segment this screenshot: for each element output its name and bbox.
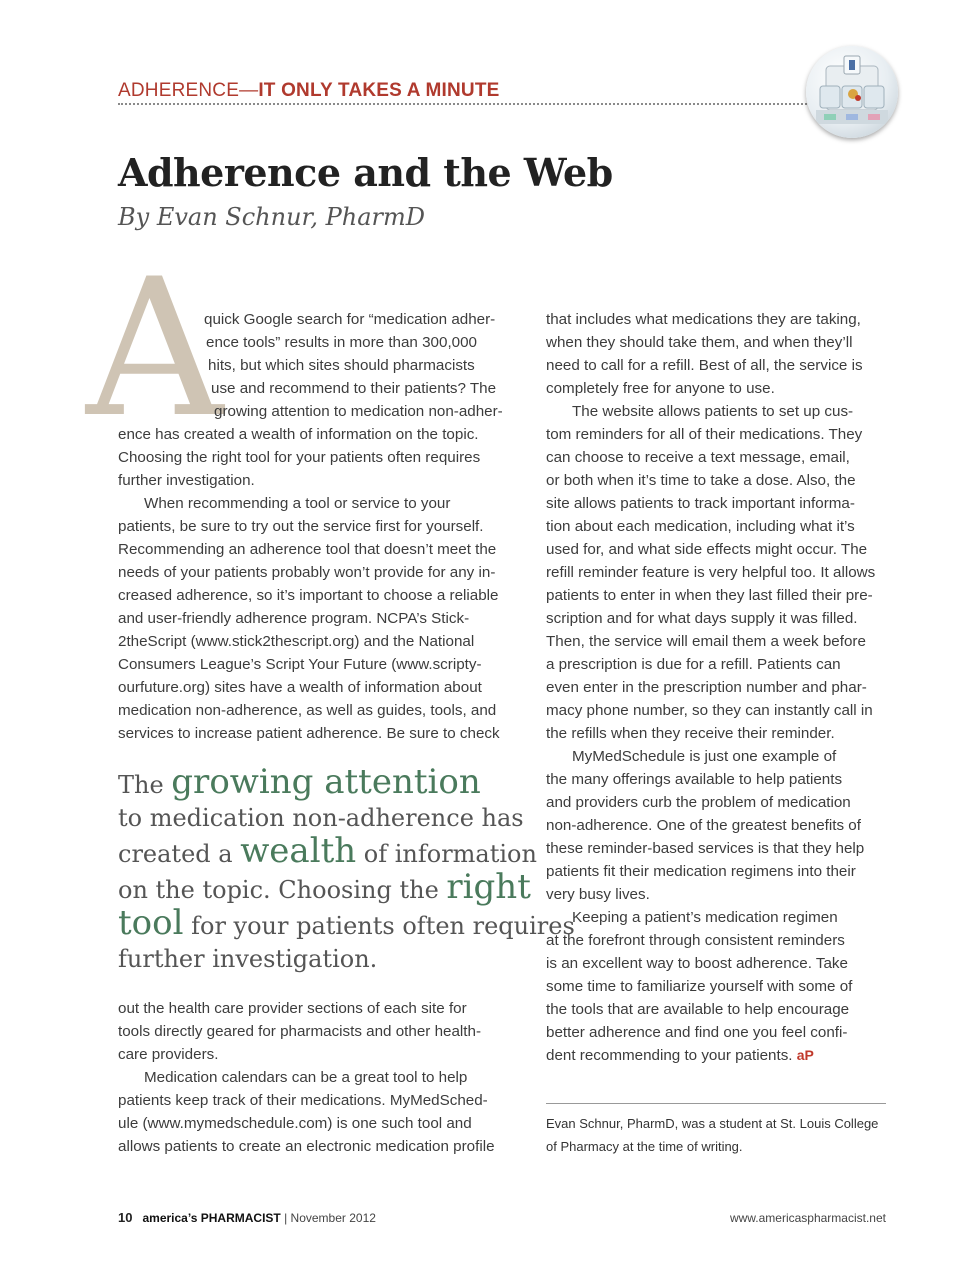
pull-quote-text: on the topic. Choosing the [118, 876, 447, 904]
body-line: even enter in the prescription number and phar- [546, 679, 867, 696]
body-line: services to increase patient adherence. Be sure to check [118, 725, 500, 742]
drop-cap: A [86, 238, 224, 459]
pull-quote-highlight: growing attention [171, 762, 481, 802]
body-line: medication non-adherence, as well as guides, tools, and [118, 702, 497, 719]
body-line: or both when it’s time to take a dose. Also, the [546, 472, 856, 489]
body-line: when they should take them, and when they’ll [546, 334, 853, 351]
body-line: refill reminder feature is very helpful too. It allows [546, 564, 876, 581]
body-line: creased adherence, so it’s important to choose a reliable [118, 587, 499, 604]
body-line: tom reminders for all of their medications. They [546, 426, 863, 443]
body-line: further investigation. [118, 472, 255, 489]
issue-date: November 2012 [290, 1211, 376, 1225]
body-line: patients keep track of their medications. MyMedSched- [118, 1092, 488, 1109]
body-line: used for, and what side effects might occur. The [546, 541, 868, 558]
body-line: site allows patients to track important informa- [546, 495, 855, 512]
section-label-title: IT ONLY TAKES A MINUTE [258, 80, 500, 101]
article-byline: By Evan Schnur, PharmD [118, 203, 426, 231]
body-line: Medication calendars can be a great tool to help [144, 1069, 468, 1086]
body-line: at the forefront through consistent reminders [546, 932, 845, 949]
body-line: Consumers League’s Script Your Future (www.scripty- [118, 656, 482, 673]
author-bio-line: Evan Schnur, PharmD, was a student at St. Louis College [546, 1116, 879, 1131]
body-line [546, 1044, 814, 1067]
body-line: the many offerings available to help patients [546, 771, 843, 788]
body-line: some time to familiarize yourself with some of [546, 978, 853, 995]
footer-separator: | [280, 1211, 291, 1225]
body-line: allows patients to create an electronic medication profile [118, 1138, 495, 1155]
pull-quote-text: created a [118, 840, 241, 868]
pull-quote-text: of information [356, 840, 537, 868]
body-line-text: dent recommending to your patients. [546, 1047, 793, 1064]
body-line: use and recommend to their patients? The [211, 380, 497, 397]
body-line: very busy lives. [546, 886, 650, 903]
body-line: is an excellent way to boost adherence. Take [546, 955, 848, 972]
footer-url[interactable]: www.americaspharmacist.net [729, 1211, 886, 1225]
pill-organizer-icon [806, 46, 898, 138]
body-line: out the health care provider sections of each site for [118, 1000, 467, 1017]
body-line: ence has created a wealth of information on the topic. [118, 426, 479, 443]
body-line: MyMedSchedule is just one example of [572, 748, 837, 765]
pull-quote-text: The [118, 771, 172, 799]
body-line: the refills when they receive their reminder. [546, 725, 835, 742]
pull-quote-highlight: wealth [240, 831, 357, 871]
body-line: When recommending a tool or service to your [144, 495, 451, 512]
body-line: and providers curb the problem of medication [546, 794, 851, 811]
body-line: a prescription is due for a refill. Patients can [546, 656, 841, 673]
article-title: Adherence and the Web [118, 150, 613, 195]
body-line: quick Google search for “medication adher- [204, 311, 496, 328]
section-label-prefix: ADHERENCE— [118, 80, 259, 101]
pull-quote [118, 762, 575, 976]
body-line: scription and for what days supply it was filled. [546, 610, 858, 627]
body-line: better adherence and find one you feel confi- [546, 1024, 848, 1041]
body-line: patients fit their medication regimens into their [546, 863, 856, 880]
body-line: and user-friendly adherence program. NCPA’s Stick- [118, 610, 470, 627]
body-line: completely free for anyone to use. [546, 380, 775, 397]
body-line: the tools that are available to help encourage [546, 1001, 850, 1018]
body-line: ule (www.mymedschedule.com) is one such tool and [118, 1115, 472, 1132]
body-line: The website allows patients to set up cus- [572, 403, 854, 420]
body-line: care providers. [118, 1046, 219, 1063]
body-line: non-adherence. One of the greatest benefits of [546, 817, 861, 834]
body-line: ence tools” results in more than 300,000 [206, 334, 478, 351]
body-line: Recommending an adherence tool that doesn’t meet the [118, 541, 497, 558]
pull-quote-highlight: right [446, 867, 531, 907]
page-number: 10 [118, 1210, 133, 1225]
author-bio-line: of Pharmacy at the time of writing. [546, 1139, 743, 1154]
pull-quote-text: to medication non-adherence has [118, 804, 524, 832]
body-line: Then, the service will email them a week before [546, 633, 866, 650]
bio-divider [546, 1103, 886, 1104]
body-line: tools directly geared for pharmacists and other health- [118, 1023, 482, 1040]
body-line: Choosing the right tool for your patients often requires [118, 449, 481, 466]
body-line: 2theScript (www.stick2thescript.org) and the National [118, 633, 475, 650]
body-line: needs of your patients probably won’t provide for any in- [118, 564, 496, 581]
body-line: can choose to receive a text message, email, [546, 449, 850, 466]
pull-quote-text: further investigation. [118, 945, 378, 973]
body-line: Keeping a patient’s medication regimen [572, 909, 838, 926]
pull-quote-text: for your patients often requires [183, 912, 575, 940]
section-label [118, 80, 500, 102]
body-line: ourfuture.org) sites have a wealth of information about [118, 679, 482, 696]
body-line: growing attention to medication non-adher- [214, 403, 503, 420]
page-footer [118, 1210, 376, 1225]
body-line: these reminder-based services is that they help [546, 840, 865, 857]
end-mark-logo: aP [796, 1047, 814, 1063]
body-line: patients to enter in when they last filled their pre- [546, 587, 873, 604]
body-line: patients, be sure to try out the service first for yourself. [118, 518, 484, 535]
body-line: that includes what medications they are taking, [546, 311, 861, 328]
pull-quote-highlight: tool [118, 903, 184, 943]
body-line: tion about each medication, including what it’s [546, 518, 855, 535]
body-line: need to call for a refill. Best of all, the service is [546, 357, 863, 374]
header-dotted-rule [118, 103, 818, 105]
magazine-brand: america’s PHARMACIST [142, 1211, 281, 1225]
body-line: macy phone number, so they can instantly call in [546, 702, 873, 719]
body-line: hits, but which sites should pharmacists [208, 357, 475, 374]
